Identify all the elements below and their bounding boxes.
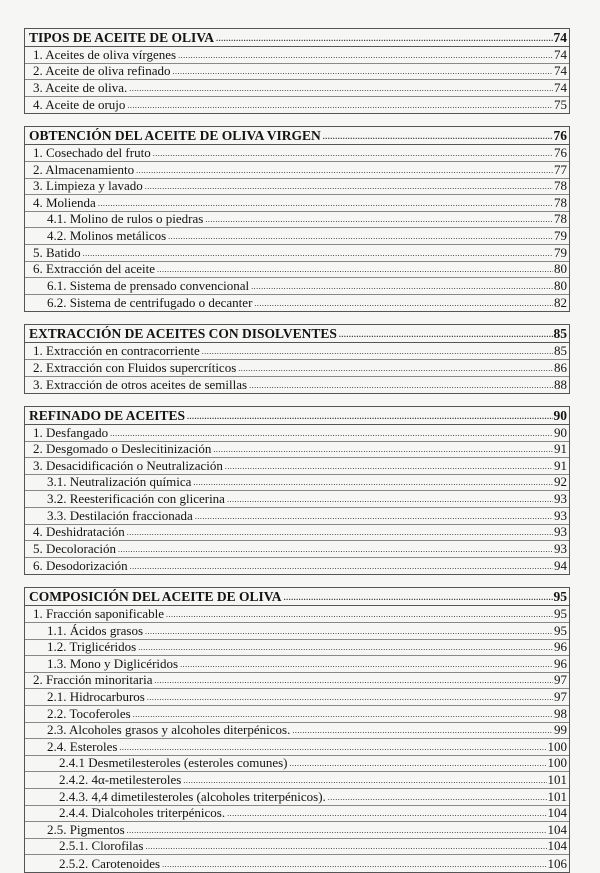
leader-dots: [145, 182, 553, 194]
toc-entry[interactable]: [25, 458, 569, 475]
section-title: REFINADO DE ACEITES: [29, 408, 186, 424]
leader-dots: [127, 826, 547, 838]
entry-page-number: 79: [554, 244, 567, 260]
entry-page-number: 79: [554, 227, 567, 243]
section-page-number: 74: [553, 30, 567, 45]
entry-page-number: 104: [547, 838, 567, 854]
entry-label: 2.5. Pigmentos: [47, 821, 125, 837]
leader-dots: [183, 776, 546, 788]
entry-page-number: 82: [554, 295, 567, 311]
entry-label: 1. Fracción saponificable: [33, 606, 165, 622]
entry-page-number: 86: [554, 359, 567, 375]
leader-dots: [323, 132, 553, 144]
entry-label: 2.3. Alcoholes grasos y alcoholes diterpénicos.: [47, 722, 291, 738]
toc-entry[interactable]: [25, 756, 569, 773]
entry-page-number: 90: [554, 424, 567, 440]
entry-page-number: 74: [554, 46, 567, 62]
entry-page-number: 74: [554, 63, 567, 79]
leader-dots: [178, 51, 553, 63]
entry-page-number: 92: [554, 474, 567, 490]
entry-label: 2. Almacenamiento: [33, 161, 135, 177]
toc-entry[interactable]: [25, 822, 569, 839]
entry-label: 6. Extracción del aceite: [33, 261, 155, 277]
section-title: OBTENCIÓN DEL ACEITE DE OLIVA VIRGEN: [29, 128, 321, 144]
entry-page-number: 78: [554, 178, 567, 194]
toc-entry[interactable]: [25, 179, 569, 196]
entry-label: 6. Desodorización: [33, 558, 128, 574]
toc-entry[interactable]: [25, 491, 569, 508]
leader-dots: [292, 726, 553, 738]
entry-label: 2.4.2. 4α-metilesteroles: [59, 771, 182, 787]
toc-entry[interactable]: [25, 723, 569, 740]
toc-entry[interactable]: [25, 789, 569, 806]
entry-label: 1.2. Triglicéridos: [47, 639, 137, 655]
section-page-number: 95: [553, 589, 567, 605]
entry-page-number: 95: [554, 606, 567, 622]
section-page-number: 90: [553, 408, 567, 424]
entry-page-number: 78: [554, 194, 567, 210]
entry-page-number: 88: [554, 377, 567, 393]
entry-page-number: 104: [547, 821, 567, 837]
entry-label: 2. Extracción con Fluidos supercríticos: [33, 359, 237, 375]
toc-entry[interactable]: [25, 525, 569, 542]
leader-dots: [110, 429, 553, 441]
toc-entry[interactable]: [25, 673, 569, 690]
entry-page-number: 100: [547, 755, 567, 771]
leader-dots: [290, 759, 547, 771]
entry-label: 3.2. Reesterificación con glicerina: [47, 491, 225, 507]
leader-dots: [147, 693, 553, 705]
leader-dots: [173, 67, 553, 79]
leader-dots: [157, 265, 553, 277]
toc-entry[interactable]: [25, 508, 569, 525]
leader-dots: [98, 199, 553, 211]
entry-label: 1. Extracción en contracorriente: [33, 342, 200, 358]
leader-dots: [180, 660, 553, 672]
entry-page-number: 98: [554, 705, 567, 721]
entry-label: 3. Limpieza y lavado: [33, 178, 143, 194]
leader-dots: [187, 412, 552, 424]
leader-dots: [166, 610, 553, 622]
entry-page-number: 80: [554, 261, 567, 277]
toc-entry[interactable]: [25, 377, 569, 394]
entry-page-number: 93: [554, 524, 567, 540]
toc-entry[interactable]: [25, 245, 569, 262]
toc-section-refinado: [24, 406, 570, 575]
leader-dots: [227, 809, 546, 821]
toc-section-obtencion: [24, 126, 570, 312]
entry-label: 2. Desgomado o Deslecitinización: [33, 441, 212, 457]
entry-page-number: 93: [554, 540, 567, 556]
leader-dots: [129, 84, 553, 96]
entry-label: 3.3. Destilación fraccionada: [47, 507, 193, 523]
entry-label: 2.4.3. 4,4 dimetilesteroles (alcoholes triterpénicos).: [59, 788, 326, 804]
leader-dots: [339, 330, 553, 342]
entry-page-number: 106: [547, 855, 567, 871]
toc-entry[interactable]: [25, 558, 569, 575]
toc-entry[interactable]: [25, 623, 569, 640]
toc-entry[interactable]: [25, 47, 569, 64]
toc-entry[interactable]: [25, 855, 569, 872]
toc-entry[interactable]: [25, 606, 569, 623]
entry-label: 2. Aceite de oliva refinado: [33, 63, 171, 79]
entry-label: 2.1. Hidrocarburos: [47, 689, 145, 704]
toc-entry[interactable]: [25, 640, 569, 657]
toc-entry[interactable]: [25, 145, 569, 162]
entry-label: 6.2. Sistema de centrifugado o decanter: [47, 295, 253, 311]
toc-entry[interactable]: [25, 343, 569, 360]
entry-label: 5. Batido: [33, 244, 81, 260]
toc-entry[interactable]: [25, 656, 569, 673]
leader-dots: [168, 232, 553, 244]
entry-label: 2.2. Tocoferoles: [47, 705, 131, 721]
leader-dots: [153, 149, 553, 161]
leader-dots: [284, 593, 553, 605]
section-heading[interactable]: [25, 29, 569, 47]
section-heading[interactable]: [25, 127, 569, 145]
section-page-number: 76: [553, 128, 567, 144]
toc-entry[interactable]: [25, 195, 569, 212]
section-heading[interactable]: [25, 325, 569, 343]
leader-dots: [216, 34, 552, 46]
toc-entry[interactable]: [25, 360, 569, 377]
entry-page-number: 93: [554, 491, 567, 507]
leader-dots: [83, 249, 553, 261]
toc-entry[interactable]: [25, 425, 569, 442]
toc-entry[interactable]: [25, 262, 569, 279]
entry-label: 3.1. Neutralización química: [47, 474, 192, 490]
leader-dots: [249, 381, 553, 393]
entry-page-number: 75: [554, 97, 567, 113]
entry-page-number: 76: [554, 144, 567, 160]
entry-page-number: 91: [554, 441, 567, 457]
leader-dots: [193, 478, 553, 490]
entry-page-number: 94: [554, 558, 567, 574]
toc-entry[interactable]: [25, 541, 569, 558]
entry-page-number: 85: [554, 342, 567, 358]
entry-label: 4. Molienda: [33, 194, 96, 210]
toc-entry[interactable]: [25, 64, 569, 81]
toc-section-composicion: [24, 587, 570, 873]
leader-dots: [225, 462, 553, 474]
leader-dots: [136, 166, 553, 178]
entry-label: 1.3. Mono y Diglicéridos: [47, 655, 179, 671]
entry-label: 2.4.1 Desmetilesteroles (esteroles comunes): [59, 755, 288, 771]
entry-label: 4.1. Molino de rulos o piedras: [47, 211, 204, 227]
leader-dots: [133, 710, 553, 722]
toc-entry[interactable]: [25, 772, 569, 789]
leader-dots: [227, 495, 553, 507]
toc-section-extraccion: [24, 324, 570, 394]
entry-label: 2.4. Esteroles: [47, 738, 118, 754]
table-of-contents: [24, 28, 570, 873]
entry-label: 5. Decoloración: [33, 540, 117, 556]
leader-dots: [127, 528, 553, 540]
toc-entry[interactable]: [25, 212, 569, 229]
entry-page-number: 101: [547, 788, 567, 804]
leader-dots: [213, 445, 553, 457]
entry-label: 4.2. Molinos metálicos: [47, 227, 167, 243]
toc-entry[interactable]: [25, 839, 569, 856]
entry-label: 3. Extracción de otros aceites de semillas: [33, 377, 248, 393]
leader-dots: [238, 364, 553, 376]
entry-page-number: 93: [554, 507, 567, 523]
leader-dots: [146, 842, 547, 854]
toc-entry[interactable]: [25, 228, 569, 245]
leader-dots: [127, 101, 553, 113]
entry-page-number: 80: [554, 277, 567, 293]
entry-page-number: 99: [554, 722, 567, 738]
leader-dots: [202, 347, 553, 359]
entry-page-number: 101: [547, 771, 567, 787]
section-title: TIPOS DE ACEITE DE OLIVA: [29, 30, 215, 45]
toc-entry[interactable]: [25, 689, 569, 706]
toc-entry[interactable]: [25, 706, 569, 723]
entry-page-number: 97: [554, 689, 567, 704]
entry-label: 4. Deshidratación: [33, 524, 125, 540]
section-heading[interactable]: [25, 407, 569, 425]
toc-entry[interactable]: [25, 162, 569, 179]
toc-section-tipos: [24, 28, 570, 114]
leader-dots: [138, 643, 553, 655]
entry-page-number: 77: [554, 161, 567, 177]
toc-entry[interactable]: [25, 295, 569, 312]
entry-label: 1. Cosechado del fruto: [33, 144, 151, 160]
toc-entry[interactable]: [25, 475, 569, 492]
entry-page-number: 96: [554, 639, 567, 655]
leader-dots: [254, 299, 553, 311]
entry-label: 1. Desfangado: [33, 424, 109, 440]
entry-label: 2.5.1. Clorofilas: [59, 838, 144, 854]
entry-page-number: 96: [554, 655, 567, 671]
toc-entry[interactable]: [25, 278, 569, 295]
entry-page-number: 100: [547, 738, 567, 754]
leader-dots: [328, 793, 547, 805]
leader-dots: [119, 743, 546, 755]
leader-dots: [195, 512, 553, 524]
entry-label: 2. Fracción minoritaria: [33, 672, 153, 688]
entry-page-number: 95: [554, 622, 567, 638]
leader-dots: [155, 676, 554, 688]
entry-page-number: 91: [554, 457, 567, 473]
entry-label: 2.4.4. Dialcoholes triterpénicos.: [59, 805, 226, 821]
leader-dots: [130, 562, 553, 574]
leader-dots: [162, 860, 546, 872]
section-title: COMPOSICIÓN DEL ACEITE DE OLIVA: [29, 589, 282, 605]
toc-entry[interactable]: [25, 442, 569, 459]
entry-page-number: 74: [554, 79, 567, 95]
entry-page-number: 104: [547, 805, 567, 821]
entry-label: 4. Aceite de orujo: [33, 97, 126, 113]
entry-label: 1. Aceites de oliva vírgenes: [33, 46, 177, 62]
section-page-number: 85: [553, 326, 567, 342]
leader-dots: [251, 282, 553, 294]
entry-page-number: 97: [554, 672, 567, 688]
entry-label: 3. Aceite de oliva.: [33, 79, 128, 95]
leader-dots: [205, 215, 553, 227]
leader-dots: [145, 627, 553, 639]
entry-label: 6.1. Sistema de prensado convencional: [47, 277, 250, 293]
toc-entry[interactable]: [25, 97, 569, 114]
section-heading[interactable]: [25, 588, 569, 606]
toc-entry[interactable]: [25, 806, 569, 823]
toc-entry[interactable]: [25, 80, 569, 97]
leader-dots: [118, 545, 553, 557]
entry-label: 1.1. Ácidos grasos: [47, 622, 144, 638]
entry-label: 3. Desacidificación o Neutralización: [33, 457, 223, 473]
entry-page-number: 78: [554, 211, 567, 227]
toc-entry[interactable]: [25, 739, 569, 756]
section-title: EXTRACCIÓN DE ACEITES CON DISOLVENTES: [29, 326, 337, 342]
entry-label: 2.5.2. Carotenoides: [59, 855, 161, 871]
